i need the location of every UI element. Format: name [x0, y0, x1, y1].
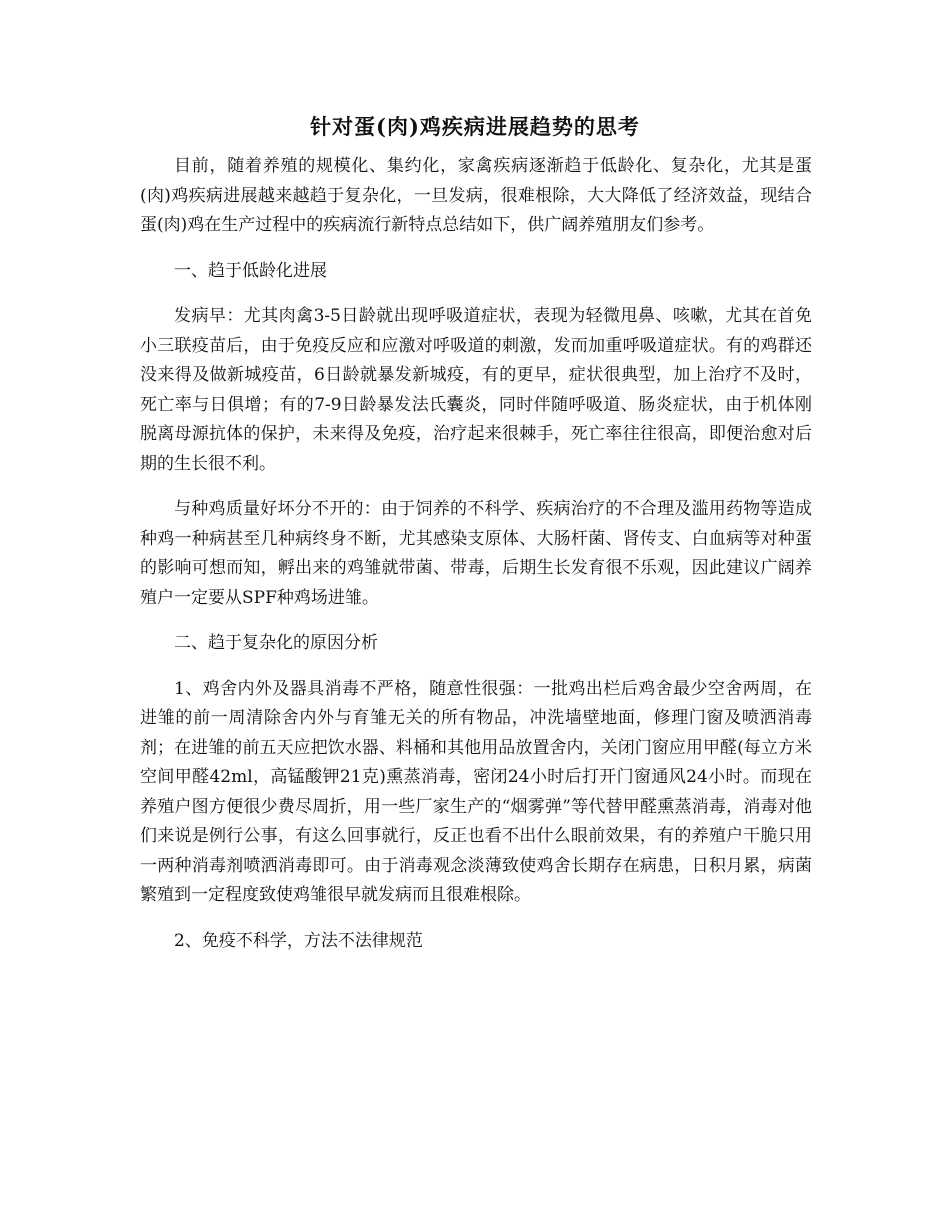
- subsection-heading: 2、免疫不科学，方法不法律规范: [174, 930, 423, 951]
- body-paragraph: 发病早：尤其肉禽3-5日龄就出现呼吸道症状，表现为轻微甩鼻、咳嗽，尤其在首免小三联疫苗后，由于免疫反应和应激对呼吸道的刺激，发而加重呼吸道症状。有的鸡群还没来得及做新城疫苗，6日龄就暴发新城疫，有的更早，症状很典型，加上治疗不及时，死亡率与日俱增；有的7-9日龄暴发法氏囊炎，同时伴随呼吸道、肠炎症状，由于机体刚脱离母源抗体的保护，未来得及免疫，治疗起来很棘手，死亡率往往很高，即便治愈对后期的生长很不利。: [140, 306, 812, 474]
- section-heading-1: 一、趋于低龄化进展: [174, 260, 327, 281]
- body-paragraph: 与种鸡质量好坏分不开的：由于饲养的不科学、疾病治疗的不合理及滥用药物等造成种鸡一种病甚至几种病终身不断，尤其感染支原体、大肠杆菌、肾传支、白血病等对种蛋的影响可想而知，孵出来的鸡雏就带菌、带毒，后期生长发育很不乐观，因此建议广阔养殖户一定要从SPF种鸡场进雏。: [140, 499, 812, 608]
- intro-paragraph: 目前，随着养殖的规模化、集约化，家禽疾病逐渐趋于低龄化、复杂化，尤其是蛋(肉)鸡疾病进展越来越趋于复杂化，一旦发病，很难根除，大大降低了经济效益，现结合蛋(肉)鸡在生产过程中的疾病流行新特点总结如下，供广阔养殖朋友们参考。: [140, 156, 812, 235]
- body-paragraph: 1、鸡舍内外及器具消毒不严格，随意性很强：一批鸡出栏后鸡舍最少空舍两周，在进雏的前一周清除舍内外与育雏无关的所有物品，冲洗墙壁地面，修理门窗及喷洒消毒剂；在进雏的前五天应把饮水器、料桶和其他用品放置舍内，关闭门窗应用甲醛(每立方米空间甲醛42ml，高锰酸钾21克)熏蒸消毒，密闭24小时后打开门窗通风24小时。而现在养殖户图方便很少费尽周折，用一些厂家生产的“烟雾弹”等代替甲醛熏蒸消毒，消毒对他们来说是例行公事，有这么回事就行，反正也看不出什么眼前效果，有的养殖户干脆只用一两种消毒剂喷洒消毒即可。由于消毒观念淡薄致使鸡舍长期存在病患，日积月累，病菌繁殖到一定程度致使鸡雏很早就发病而且很难根除。: [140, 678, 812, 905]
- section-heading-2: 二、趋于复杂化的原因分析: [174, 633, 378, 653]
- document-body: [140, 152, 812, 972]
- document-title: 针对蛋(肉)鸡疾病进展趋势的思考: [310, 114, 640, 139]
